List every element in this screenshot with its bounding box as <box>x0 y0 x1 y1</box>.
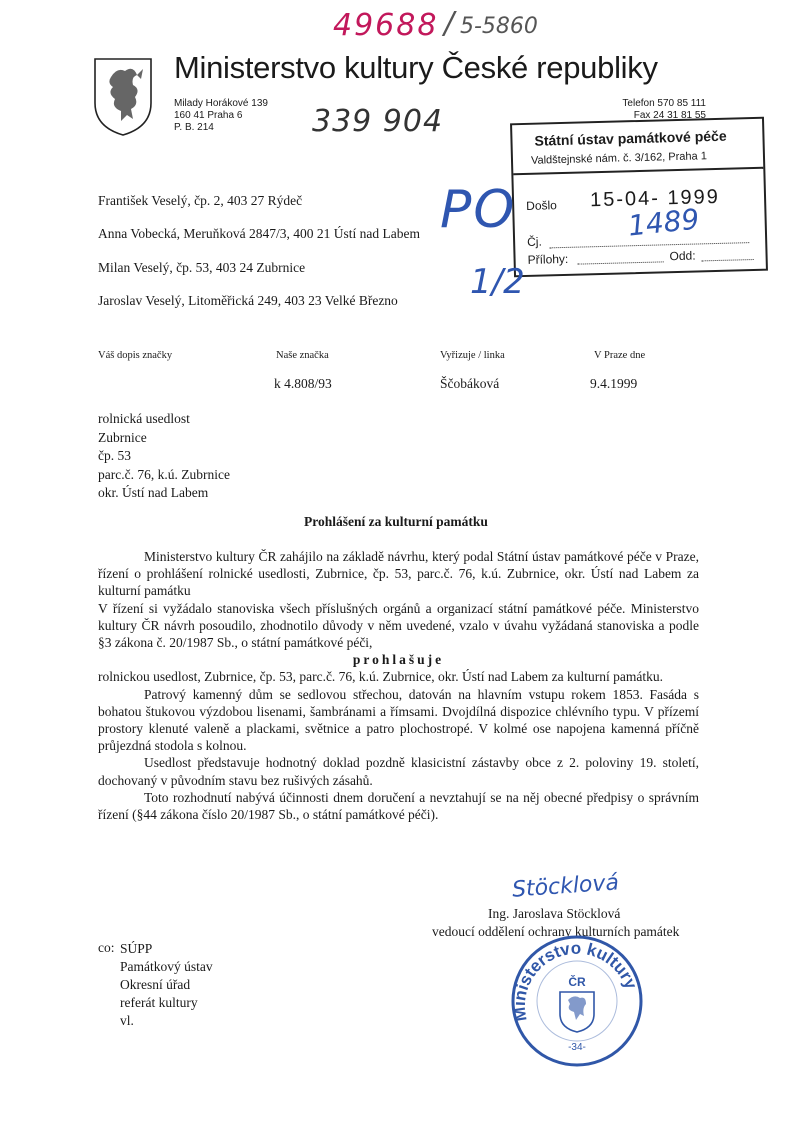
declares-word: prohlašuje <box>352 652 445 668</box>
stamp-attachments-line <box>578 261 664 264</box>
fax-number: Fax 24 31 81 55 <box>633 110 706 121</box>
stamp-received-date: 15-04- 1999 <box>589 185 721 212</box>
address-line: 160 41 Praha 6 <box>174 110 243 121</box>
signatory-name: Ing. Jaroslava Stöcklová <box>488 906 621 921</box>
stamp-ref-label: Čj. <box>526 234 542 249</box>
stamp-dept-label: Odd: <box>669 248 696 264</box>
stamp-divider <box>513 167 763 176</box>
ref-label-handled-by: Vyřizuje / linka <box>440 350 505 361</box>
handwritten-top-number: 49688 <box>333 8 439 43</box>
recipient-line: František Veselý, čp. 2, 403 27 Rýdeč <box>98 193 303 208</box>
address-line: P. B. 214 <box>174 122 214 133</box>
ref-label-our-ref: Naše značka <box>276 350 329 361</box>
handwritten-top-slash: / <box>444 6 455 41</box>
cc-label: co: <box>98 940 115 955</box>
handwritten-stamp-number: 1489 <box>626 202 701 243</box>
ref-value-date: 9.4.1999 <box>590 376 638 391</box>
subject-line: Zubrnice <box>98 429 147 445</box>
coat-of-arms-logo <box>91 55 155 139</box>
ministry-title: Ministerstvo kultury České republiky <box>174 50 658 85</box>
handwritten-initials: PO <box>440 180 517 240</box>
paragraph: Patrový kamenný dům se sedlovou střechou, datován na hlavním vstupu rokem 1853. Fasáda s bohatou štukovou výzdobou lisenami, šambránami a římsami. Dvojdílná dispozice chlévního typu. V přízemí prostory klenuté valeně a plackami, světnice a patro plochostropé. V kolmé ose napojena kamenná příčně průjezdná stodola s kolnou. <box>98 686 699 754</box>
handwritten-fraction: 1/2 <box>470 262 525 302</box>
ref-label-date: V Praze dne <box>594 350 646 361</box>
paragraph: rolnickou usedlost, Zubrnice, čp. 53, parc.č. 76, k.ú. Zubrnice, okr. Ústí nad Labem za kulturní památku. <box>98 669 663 685</box>
handwritten-middle-number: 339 904 <box>312 104 444 139</box>
handwritten-signature: Stöcklová <box>511 870 620 903</box>
phone-number: Telefon 570 85 111 <box>622 98 706 109</box>
seal-text: Ministerstvo kultury <box>509 938 641 1023</box>
cc-line: vl. <box>120 1013 134 1028</box>
handwritten-top-ref: 5-5860 <box>460 14 538 39</box>
recipient-line: Jaroslav Veselý, Litoměřická 249, 403 23 Velké Březno <box>98 293 398 308</box>
subject-line: čp. 53 <box>98 448 131 463</box>
seal-number: -34- <box>568 1042 586 1053</box>
subject-line: okr. Ústí nad Labem <box>98 485 209 500</box>
address-line: Milady Horákové 139 <box>174 98 268 109</box>
stamp-dept-line <box>702 259 754 261</box>
subject-line: rolnická usedlost <box>98 411 190 426</box>
document-body <box>98 548 699 823</box>
cc-line: referát kultury <box>120 995 198 1010</box>
cc-line: Památkový ústav <box>120 959 213 974</box>
paragraph: Usedlost představuje hodnotný doklad pozdně klasicistní zástavby obce z 2. poloviny 19. století, dochovaný v původním stavu bez rušivých zásahů. <box>98 755 699 788</box>
stamp-received-label: Došlo <box>526 198 558 213</box>
stamp-org-address: Valdštejnské nám. č. 3/162, Praha 1 <box>530 150 708 167</box>
subject-line: parc.č. 76, k.ú. Zubrnice <box>98 466 230 482</box>
stamp-attachments-label: Přílohy: <box>527 251 569 267</box>
signatory-role: vedoucí oddělení ochrany kulturních památek <box>432 924 680 939</box>
ref-value-handled-by: Ščobáková <box>440 376 500 391</box>
subject-block <box>98 410 230 503</box>
stamp-org-name: Státní ústav památkové péče <box>534 127 727 149</box>
seal-initials: ČR <box>568 975 586 989</box>
paragraph: Toto rozhodnutí nabývá účinnosti dnem doručení a nevztahují se na něj obecné předpisy o správním řízení (§44 zákona číslo 20/1987 Sb., o státní památkové péči). <box>98 789 699 823</box>
ministry-address <box>174 98 268 134</box>
ref-label-your-letter: Váš dopis značky <box>98 350 173 361</box>
cc-line: SÚPP <box>120 941 153 956</box>
paragraph: V řízení si vyžádalo stanoviska všech příslušných orgánů a organizací státní památkové péče. Ministerstvo kultury ČR návrh posoudilo, zhodnotilo důvody v něm uvedené, vzalo v úvahu vyžádaná stanoviska a podle §3 zákona č. 20/1987 Sb., o státní památkové péči, <box>98 600 699 651</box>
ref-value-our-ref: k 4.808/93 <box>274 376 332 391</box>
official-seal <box>508 932 646 1070</box>
document-heading: Prohlášení za kulturní památku <box>304 514 488 529</box>
recipient-line: Anna Vobecká, Meruňková 2847/3, 400 21 Ústí nad Labem <box>98 226 420 241</box>
cc-line: Okresní úřad <box>120 977 191 992</box>
stamp-ref-line <box>549 242 749 248</box>
paragraph: Ministerstvo kultury ČR zahájilo na základě návrhu, který podal Státní ústav památkové péče v Praze, řízení o prohlášení rolnické usedlosti, Zubrnice, čp. 53, parc.č. 76, k.ú. Zubrnice, okr. Ústí nad Labem za kulturní památku <box>98 549 699 599</box>
cc-list <box>120 940 213 1030</box>
recipient-line: Milan Veselý, čp. 53, 403 24 Zubrnice <box>98 260 306 275</box>
received-stamp <box>510 117 768 278</box>
